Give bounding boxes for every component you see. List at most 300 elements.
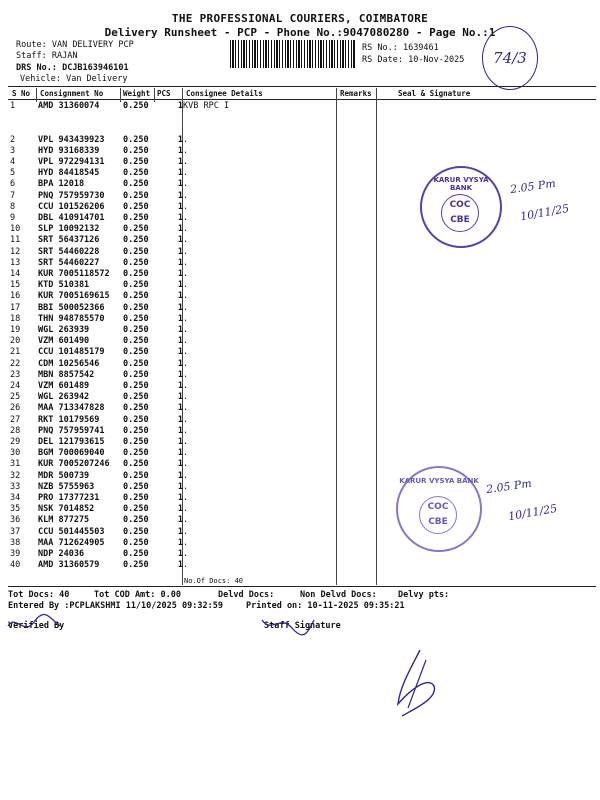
row-consignee: . xyxy=(183,448,189,459)
table-row xyxy=(10,403,333,414)
col-seal-signature: Seal & Signature xyxy=(398,89,471,98)
row-sno: 24 xyxy=(10,381,21,392)
no-of-docs-note: No.Of Docs: 40 xyxy=(184,577,244,585)
row-consignment-no: CCU 501445503 xyxy=(38,526,105,537)
vehicle-line: Vehicle: Van Delivery xyxy=(20,74,128,84)
row-consignment-no: SLP 10092132 xyxy=(38,224,100,235)
table-row xyxy=(10,336,333,347)
row-sno: 16 xyxy=(10,291,21,302)
table-row xyxy=(10,415,333,426)
row-weight xyxy=(123,123,161,134)
row-consignee: KVB RPC I xyxy=(183,101,230,111)
row-consignee: . xyxy=(183,481,189,492)
row-consignee: . xyxy=(183,134,189,145)
row-sno: 31 xyxy=(10,459,21,470)
row-consignee: . xyxy=(183,325,189,336)
row-consignment-no: KLM 877275 xyxy=(38,515,90,526)
row-pcs xyxy=(161,123,183,134)
row-consignee: . xyxy=(183,414,189,425)
row-consignee: . xyxy=(183,347,189,358)
table-row xyxy=(10,549,333,560)
staff-line: Staff: RAJAN xyxy=(16,51,78,61)
col-consignment: Consignment No xyxy=(40,89,104,98)
col-pcs: PCS xyxy=(157,89,171,98)
row-sno: 14 xyxy=(10,269,21,280)
row-consignee: . xyxy=(183,369,189,380)
stamp-date-note: 10/11/25 xyxy=(519,201,571,224)
col-consignee: Consignee Details xyxy=(186,89,263,98)
row-consignment-no: HYD 93168339 xyxy=(38,145,100,156)
row-sno: 3 xyxy=(10,145,16,156)
row-consignment-no: NDP 24036 xyxy=(38,549,85,560)
row-consignee: . xyxy=(183,537,189,548)
table-row xyxy=(10,291,333,302)
row-consignee: . xyxy=(183,224,189,235)
table-row xyxy=(10,560,333,571)
table-row xyxy=(10,471,333,482)
row-weight: 0.250 xyxy=(123,168,149,179)
row-pcs: 1 xyxy=(177,425,183,436)
row-weight: 0.250 xyxy=(123,145,149,156)
table-row xyxy=(10,112,333,123)
row-weight: 0.250 xyxy=(123,313,149,324)
row-weight: 0.250 xyxy=(123,224,149,235)
row-consignee: . xyxy=(183,403,189,414)
row-sno: 6 xyxy=(10,179,16,190)
row-pcs: 1 xyxy=(177,437,183,448)
row-pcs: 1 xyxy=(177,101,183,111)
row-pcs: 1 xyxy=(177,358,183,369)
row-weight: 0.250 xyxy=(123,213,149,223)
row-consignment-no: BGM 700069040 xyxy=(38,448,105,459)
table-row xyxy=(10,392,333,403)
table-row xyxy=(10,347,333,358)
table-row xyxy=(10,179,333,190)
row-sno: 23 xyxy=(10,369,21,380)
table-row xyxy=(10,459,333,470)
row-sno: 39 xyxy=(10,549,21,560)
row-consignee: . xyxy=(183,145,189,156)
row-consignee: . xyxy=(183,470,189,481)
row-consignee xyxy=(183,123,333,134)
row-sno: 38 xyxy=(10,537,21,548)
verified-by-label: Verified By xyxy=(8,621,65,631)
table-row xyxy=(10,224,333,235)
col-divider xyxy=(36,88,37,102)
page-mark-handwritten: 74/3 xyxy=(482,26,538,90)
row-consignment-no: DEL 121793615 xyxy=(38,437,105,448)
col-divider xyxy=(336,88,337,585)
row-weight: 0.250 xyxy=(123,201,149,212)
row-pcs: 1 xyxy=(177,213,183,223)
row-consignee: . xyxy=(183,313,189,324)
row-pcs: 1 xyxy=(177,235,183,246)
row-weight: 0.250 xyxy=(123,302,149,313)
row-consignee xyxy=(183,112,333,123)
row-weight: 0.250 xyxy=(123,156,149,167)
row-pcs xyxy=(161,112,183,123)
row-sno: 26 xyxy=(10,403,21,414)
row-weight: 0.250 xyxy=(123,537,149,548)
row-weight: 0.250 xyxy=(123,347,149,358)
row-pcs: 1 xyxy=(177,201,183,212)
row-pcs: 1 xyxy=(177,145,183,156)
staff-signature-scribble xyxy=(258,612,318,638)
row-weight: 0.250 xyxy=(123,504,149,515)
table-row xyxy=(10,280,333,291)
row-consignment-no: MBN 8857542 xyxy=(38,369,95,380)
row-weight: 0.250 xyxy=(123,101,149,111)
row-pcs: 1 xyxy=(177,302,183,313)
table-row xyxy=(10,247,333,258)
col-divider xyxy=(376,88,377,585)
row-consignee: . xyxy=(183,392,189,403)
drs-line: DRS No.: DCJB163946101 xyxy=(16,63,129,73)
row-consignee: . xyxy=(183,269,189,280)
row-consignment-no: MAA 713347828 xyxy=(38,403,105,414)
row-consignment-no: CCU 101485179 xyxy=(38,347,105,358)
row-weight: 0.250 xyxy=(123,481,149,492)
row-sno: 17 xyxy=(10,302,21,313)
row-pcs: 1 xyxy=(177,291,183,302)
table-row xyxy=(10,303,333,314)
runsheet-table xyxy=(10,101,333,572)
row-weight: 0.250 xyxy=(123,560,149,571)
row-sno: 34 xyxy=(10,493,21,504)
stamp-time-note: 2.05 Pm xyxy=(485,476,533,497)
row-pcs: 1 xyxy=(177,515,183,526)
table-row xyxy=(10,381,333,392)
row-weight: 0.250 xyxy=(123,257,149,268)
barcode xyxy=(230,40,355,68)
row-consignee: . xyxy=(183,560,189,571)
bank-stamp: KARUR VYSYA BANK COC CBE xyxy=(420,166,502,248)
row-sno: 2 xyxy=(10,134,16,145)
row-consignee: . xyxy=(183,549,189,560)
table-row xyxy=(10,258,333,269)
row-weight: 0.250 xyxy=(123,493,149,504)
row-pcs: 1 xyxy=(177,470,183,481)
header-bottom-rule xyxy=(8,99,596,100)
row-consignment-no: BBI 500052366 xyxy=(38,302,105,313)
row-consignment-no: KUR 7005118572 xyxy=(38,269,110,280)
row-weight: 0.250 xyxy=(123,403,149,414)
row-consignee: . xyxy=(183,257,189,268)
row-consignment-no: CDM 10256546 xyxy=(38,358,100,369)
row-consignment-no: PNQ 757959730 xyxy=(38,190,105,201)
row-consignee: . xyxy=(183,504,189,515)
row-consignment-no: MAA 712624905 xyxy=(38,537,105,548)
row-weight: 0.250 xyxy=(123,369,149,380)
stamp-date-note: 10/11/25 xyxy=(507,501,559,524)
row-pcs: 1 xyxy=(177,190,183,201)
row-pcs: 1 xyxy=(177,403,183,414)
row-consignment-no: PRO 17377231 xyxy=(38,493,100,504)
rs-date-line: RS Date: 10-Nov-2025 xyxy=(362,55,465,65)
row-consignment-no: NZB 5755963 xyxy=(38,481,95,492)
row-consignee: . xyxy=(183,437,189,448)
row-weight: 0.250 xyxy=(123,459,149,470)
row-pcs: 1 xyxy=(177,414,183,425)
row-pcs: 1 xyxy=(177,179,183,190)
row-consignment-no: SRT 56437126 xyxy=(38,235,100,246)
row-consignment-no: SRT 54460228 xyxy=(38,246,100,257)
row-consignee: . xyxy=(183,246,189,257)
row-pcs: 1 xyxy=(177,313,183,324)
row-sno: 11 xyxy=(10,235,21,246)
row-consignment-no: WGL 263939 xyxy=(38,325,90,336)
row-weight: 0.250 xyxy=(123,358,149,369)
row-consignment-no: DBL 410914701 xyxy=(38,213,105,223)
delivery-points: Delvy pts: xyxy=(398,590,450,600)
row-consignee: . xyxy=(183,381,189,392)
stamp-time-note: 2.05 Pm xyxy=(509,176,557,197)
row-consignee: . xyxy=(183,336,189,347)
row-sno: 12 xyxy=(10,246,21,257)
staff-value: RAJAN xyxy=(51,51,78,61)
row-consignee: . xyxy=(183,156,189,167)
table-row xyxy=(10,426,333,437)
row-sno: 21 xyxy=(10,347,21,358)
table-row xyxy=(10,235,333,246)
row-pcs: 1 xyxy=(177,347,183,358)
row-pcs: 1 xyxy=(177,504,183,515)
row-sno: 28 xyxy=(10,425,21,436)
row-pcs: 1 xyxy=(177,369,183,380)
row-pcs: 1 xyxy=(177,224,183,235)
runsheet-subtitle: Delivery Runsheet - PCP - Phone No.:9047080280 - Page No.:1 xyxy=(104,26,496,39)
row-sno: 25 xyxy=(10,392,21,403)
row-weight: 0.250 xyxy=(123,235,149,246)
row-weight: 0.250 xyxy=(123,246,149,257)
col-weight: Weight xyxy=(123,89,151,98)
table-row xyxy=(10,101,333,112)
row-consignment-no: VZM 601490 xyxy=(38,336,90,347)
tot-cod-amount: Tot COD Amt: 0.00 xyxy=(94,590,181,600)
row-consignee: . xyxy=(183,526,189,537)
row-sno: 18 xyxy=(10,313,21,324)
row-weight: 0.250 xyxy=(123,381,149,392)
row-consignee: . xyxy=(183,280,189,291)
row-consignment-no: KTD 510381 xyxy=(38,280,90,291)
row-pcs: 1 xyxy=(177,269,183,280)
row-consignment-no: MDR 500739 xyxy=(38,470,90,481)
table-row xyxy=(10,493,333,504)
table-row xyxy=(10,146,333,157)
row-consignment-no: WGL 263942 xyxy=(38,392,90,403)
col-divider xyxy=(120,88,121,102)
table-row xyxy=(10,359,333,370)
row-weight: 0.250 xyxy=(123,448,149,459)
footer-rule xyxy=(8,586,596,587)
row-consignment-no: SRT 54460227 xyxy=(38,257,100,268)
row-sno: 10 xyxy=(10,224,21,235)
row-sno: 32 xyxy=(10,470,21,481)
row-pcs: 1 xyxy=(177,537,183,548)
row-consignee: . xyxy=(183,213,189,223)
row-weight: 0.250 xyxy=(123,414,149,425)
row-weight: 0.250 xyxy=(123,325,149,336)
row-sno: 5 xyxy=(10,168,16,179)
entered-by: Entered By :PCPLAKSHMI 11/10/2025 09:32:59 xyxy=(8,601,223,611)
table-row xyxy=(10,168,333,179)
row-sno: 8 xyxy=(10,201,16,212)
row-sno: 13 xyxy=(10,257,21,268)
non-delivered-docs: Non Delvd Docs: xyxy=(300,590,377,600)
row-sno: 36 xyxy=(10,515,21,526)
table-row xyxy=(10,527,333,538)
row-pcs: 1 xyxy=(177,493,183,504)
staff-signature-label: Staff Signature xyxy=(264,621,341,631)
row-consignment-no: VPL 972294131 xyxy=(38,156,105,167)
bank-stamp: KARUR VYSYA BANK COC CBE xyxy=(396,466,482,552)
row-consignment-no: VZM 601489 xyxy=(38,381,90,392)
vehicle-value: Van Delivery xyxy=(66,74,128,84)
table-row xyxy=(10,202,333,213)
row-weight: 0.250 xyxy=(123,425,149,436)
row-consignee: . xyxy=(183,358,189,369)
table-row xyxy=(10,123,333,134)
table-row xyxy=(10,157,333,168)
row-consignment-no: NSK 7014852 xyxy=(38,504,95,515)
row-consignee: . xyxy=(183,190,189,201)
delivered-docs: Delvd Docs: xyxy=(218,590,275,600)
route-value: VAN DELIVERY PCP xyxy=(51,40,134,50)
row-weight: 0.250 xyxy=(123,336,149,347)
row-consignment-no xyxy=(38,123,123,134)
table-row xyxy=(10,504,333,515)
row-pcs: 1 xyxy=(177,336,183,347)
row-pcs: 1 xyxy=(177,526,183,537)
row-sno: 15 xyxy=(10,280,21,291)
row-weight: 0.250 xyxy=(123,190,149,201)
row-weight: 0.250 xyxy=(123,280,149,291)
row-sno: 19 xyxy=(10,325,21,336)
row-consignee: . xyxy=(183,302,189,313)
col-sno: S No xyxy=(12,89,31,98)
row-consignment-no: HYD 84418545 xyxy=(38,168,100,179)
row-pcs: 1 xyxy=(177,280,183,291)
row-weight: 0.250 xyxy=(123,515,149,526)
row-sno xyxy=(10,123,38,134)
company-title: THE PROFESSIONAL COURIERS, COIMBATORE xyxy=(171,12,429,25)
row-pcs: 1 xyxy=(177,392,183,403)
printed-on: Printed on: 10-11-2025 09:35:21 xyxy=(246,601,405,611)
row-sno xyxy=(10,112,38,123)
row-sno: 7 xyxy=(10,190,16,201)
row-consignment-no xyxy=(38,112,123,123)
row-consignment-no: RKT 10179569 xyxy=(38,414,100,425)
row-consignment-no: VPL 943439923 xyxy=(38,134,105,145)
row-weight: 0.250 xyxy=(123,179,149,190)
row-weight: 0.250 xyxy=(123,470,149,481)
row-weight: 0.250 xyxy=(123,526,149,537)
table-row xyxy=(10,437,333,448)
row-consignee: . xyxy=(183,168,189,179)
row-pcs: 1 xyxy=(177,134,183,145)
table-row xyxy=(10,538,333,549)
row-pcs: 1 xyxy=(177,257,183,268)
col-divider xyxy=(154,88,155,102)
row-pcs: 1 xyxy=(177,156,183,167)
table-row xyxy=(10,482,333,493)
row-weight: 0.250 xyxy=(123,392,149,403)
row-consignee: . xyxy=(183,235,189,246)
row-consignment-no: KUR 7005169615 xyxy=(38,291,110,302)
col-remarks: Remarks xyxy=(340,89,372,98)
row-consignment-no: THN 948785570 xyxy=(38,313,105,324)
verified-signature-scribble xyxy=(4,612,64,638)
table-row xyxy=(10,448,333,459)
row-consignment-no: CCU 101526206 xyxy=(38,201,105,212)
row-pcs: 1 xyxy=(177,448,183,459)
table-row xyxy=(10,515,333,526)
table-row xyxy=(10,191,333,202)
tot-docs: Tot Docs: 40 xyxy=(8,590,70,600)
route-line: Route: VAN DELIVERY PCP xyxy=(16,40,134,50)
row-sno: 20 xyxy=(10,336,21,347)
row-consignment-no: AMD 31360074 xyxy=(38,101,100,111)
row-consignment-no: KUR 7005207246 xyxy=(38,459,110,470)
row-sno: 30 xyxy=(10,448,21,459)
rs-no-line: RS No.: 1639461 xyxy=(362,43,439,53)
row-sno: 27 xyxy=(10,414,21,425)
row-consignee: . xyxy=(183,425,189,436)
row-pcs: 1 xyxy=(177,459,183,470)
row-consignee: . xyxy=(183,179,189,190)
row-consignee: . xyxy=(183,201,189,212)
row-sno: 9 xyxy=(10,213,16,223)
row-sno: 29 xyxy=(10,437,21,448)
row-pcs: 1 xyxy=(177,168,183,179)
row-pcs: 1 xyxy=(177,381,183,392)
header-top-rule xyxy=(8,86,596,87)
row-pcs: 1 xyxy=(177,325,183,336)
table-row xyxy=(10,370,333,381)
receiver-signature-scribble xyxy=(390,646,446,724)
row-consignment-no: AMD 31360579 xyxy=(38,560,100,571)
table-row xyxy=(10,269,333,280)
row-consignee: . xyxy=(183,291,189,302)
row-sno: 37 xyxy=(10,526,21,537)
row-weight: 0.250 xyxy=(123,134,149,145)
row-sno: 35 xyxy=(10,504,21,515)
row-weight: 0.250 xyxy=(123,269,149,280)
row-pcs: 1 xyxy=(177,481,183,492)
row-sno: 22 xyxy=(10,358,21,369)
row-weight xyxy=(123,112,161,123)
row-pcs: 1 xyxy=(177,246,183,257)
table-row xyxy=(10,314,333,325)
row-sno: 33 xyxy=(10,481,21,492)
row-sno: 1 xyxy=(10,101,16,111)
row-sno: 40 xyxy=(10,560,21,571)
row-weight: 0.250 xyxy=(123,549,149,560)
row-consignment-no: PNQ 757959741 xyxy=(38,425,105,436)
drs-value: DCJB163946101 xyxy=(62,63,129,73)
row-consignee: . xyxy=(183,515,189,526)
table-row xyxy=(10,325,333,336)
row-pcs: 1 xyxy=(177,549,183,560)
row-consignment-no: BPA 12018 xyxy=(38,179,85,190)
row-sno: 4 xyxy=(10,156,16,167)
row-pcs: 1 xyxy=(177,560,183,571)
rs-no-value: 1639461 xyxy=(402,43,439,53)
table-row xyxy=(10,135,333,146)
row-consignee: . xyxy=(183,459,189,470)
table-row xyxy=(10,213,333,224)
row-consignee: . xyxy=(183,493,189,504)
